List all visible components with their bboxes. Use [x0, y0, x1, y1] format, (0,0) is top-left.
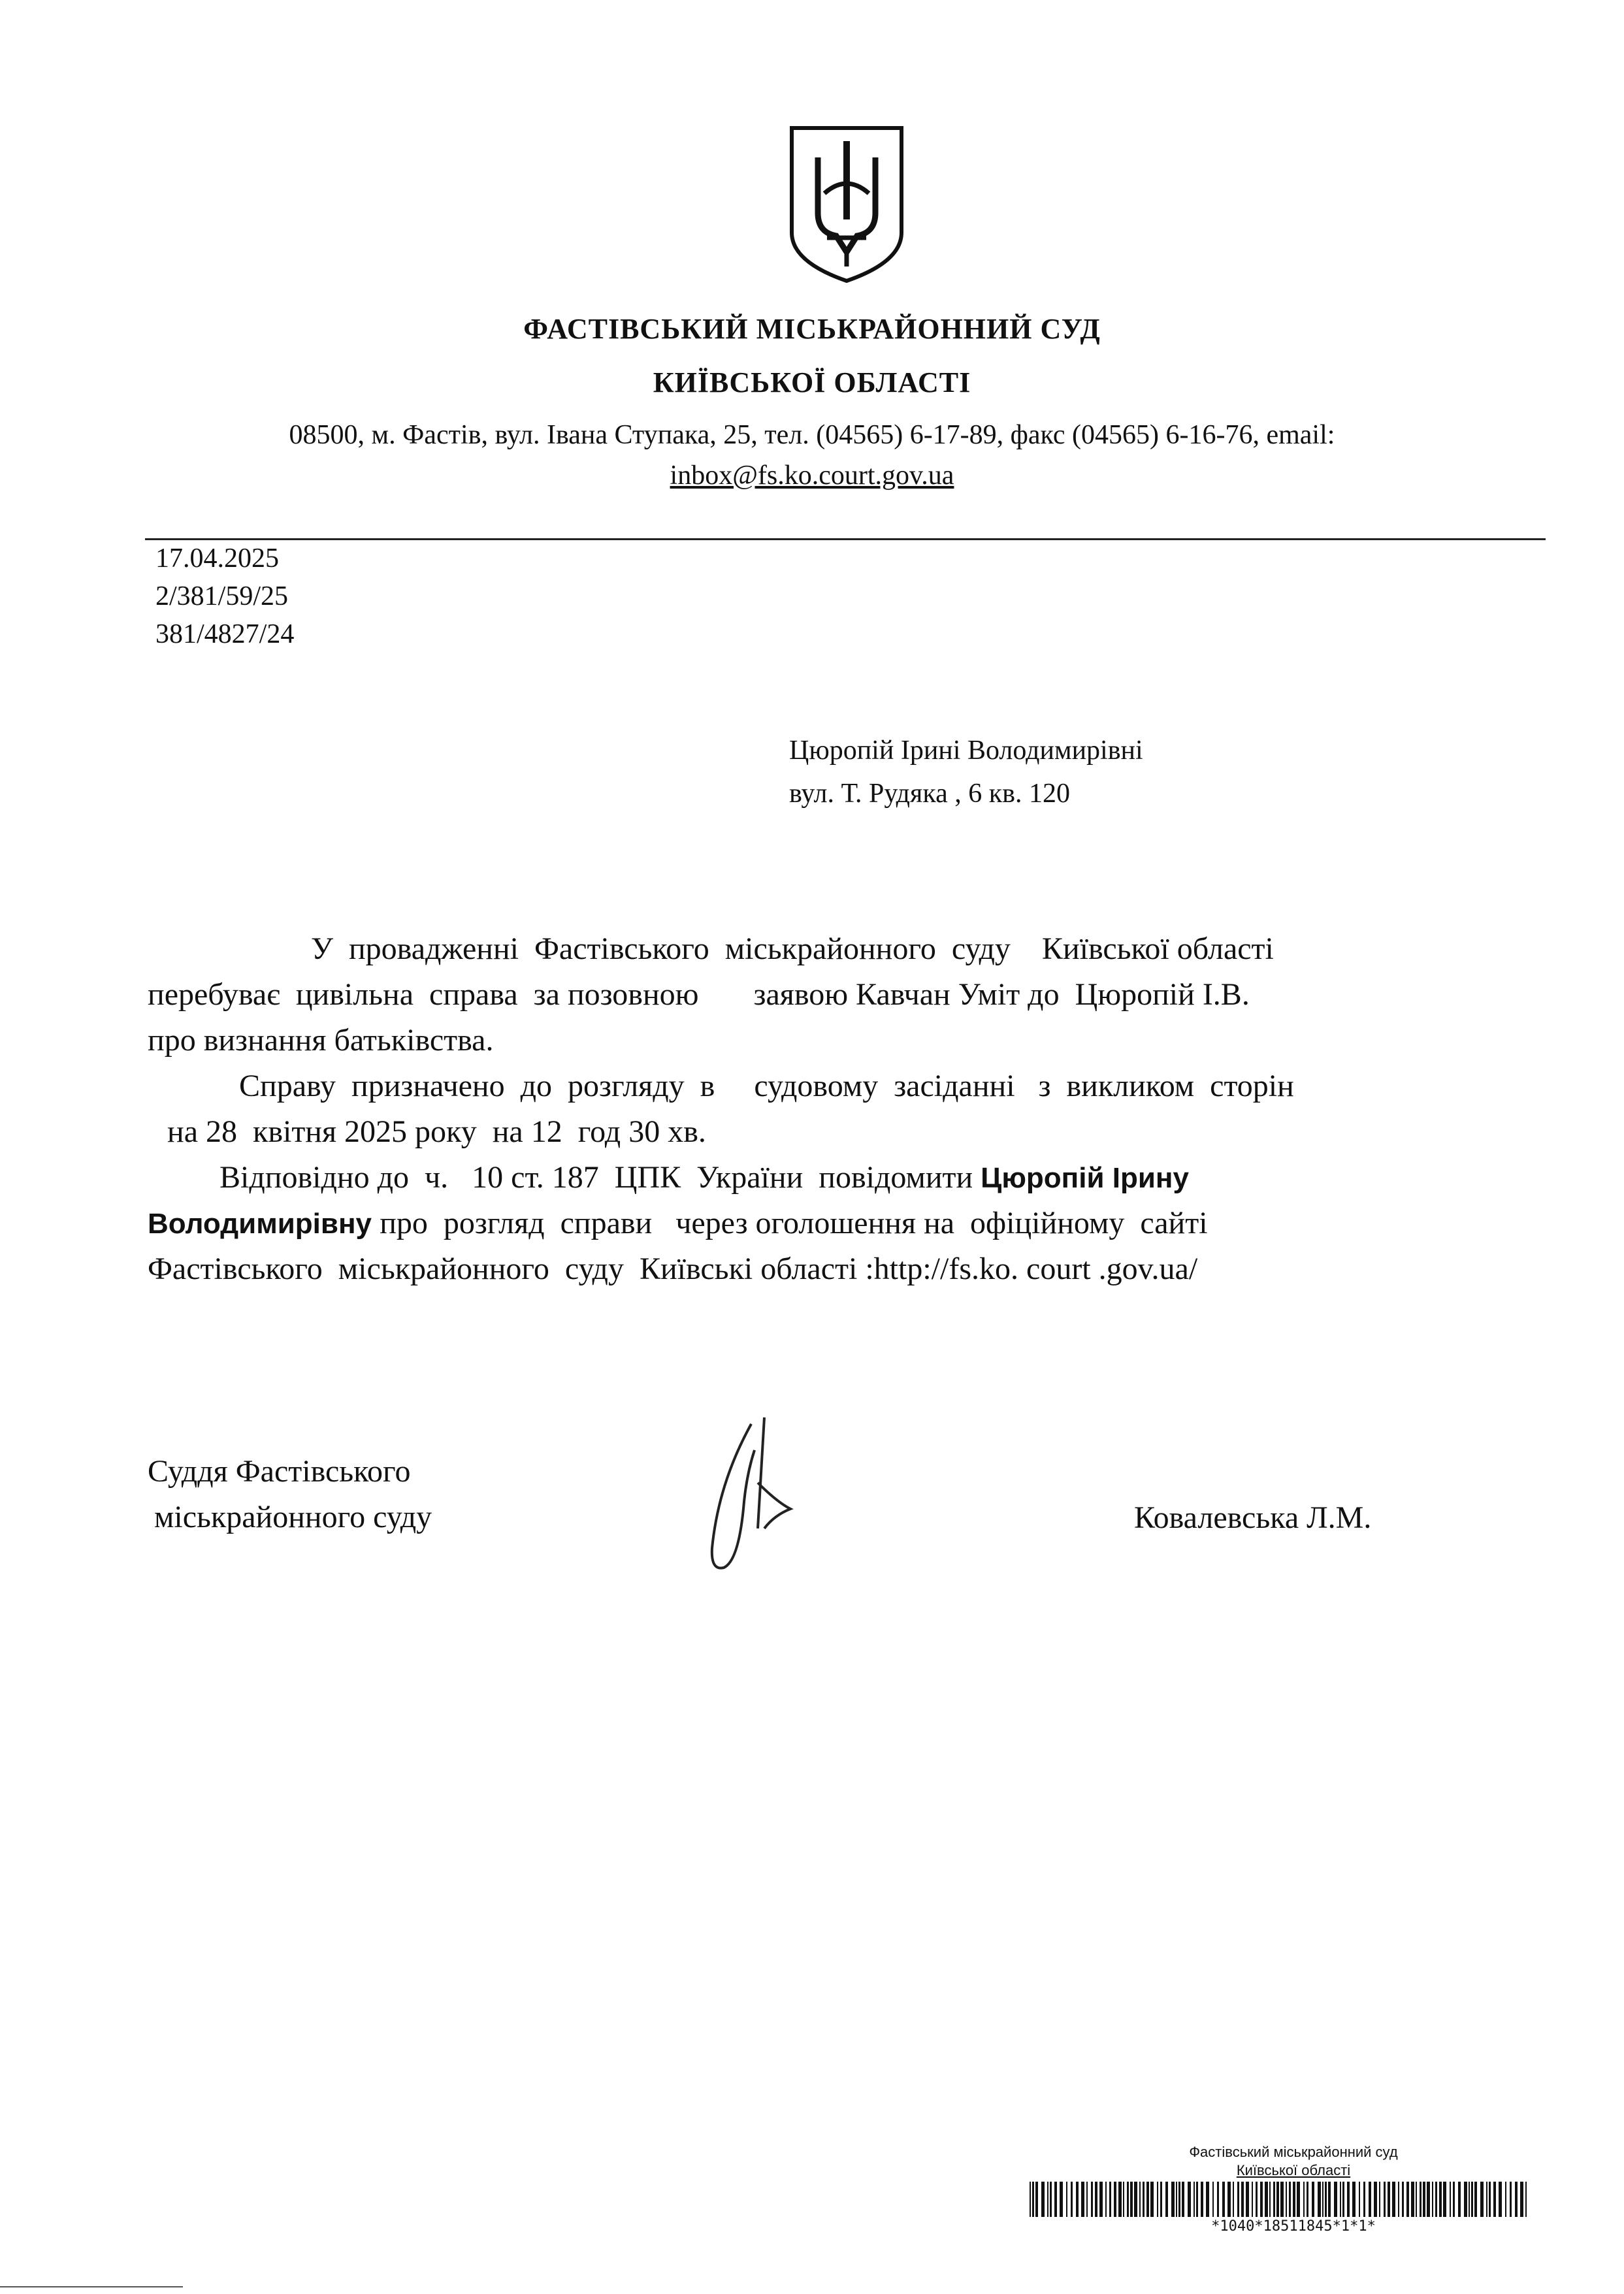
court-name-line1: ФАСТІВСЬКИЙ МІСЬКРАЙОННИЙ СУД [523, 313, 1101, 345]
case-number: 381/4827/24 [155, 619, 295, 649]
coat-of-arms-icon [784, 121, 909, 285]
body-p2-line1: Справу призначено до розгляду в судовому засіданні з викликом сторін [239, 1069, 1294, 1103]
recipient-block [789, 729, 1143, 815]
handwritten-signature [692, 1411, 810, 1587]
letter-date: 17.04.2025 [155, 543, 279, 574]
body-p3-line2 [148, 1201, 1546, 1246]
body-p3-line2-bold: Володимирівну [148, 1208, 380, 1240]
recipient-address: вул. Т. Рудяка , 6 кв. 120 [789, 779, 1071, 809]
contact-line: 08500, м. Фастів, вул. Івана Ступака, 25, тел. (04565) 6-17-89, факс (04565) 6-16-76, email: [289, 420, 1335, 450]
body-p3-line3: Фастівського міськрайонного суду Київські області :http://fs.ko. court .gov.ua/ [148, 1252, 1198, 1286]
body-p3-line1-text: Відповідно до ч. 10 ст. 187 ЦПК України повідомити [219, 1160, 981, 1195]
outgoing-number: 2/381/59/25 [155, 581, 289, 611]
judge-name: Ковалевська Л.М. [1134, 1500, 1372, 1535]
header-divider [145, 538, 1546, 540]
body-p3-line2-text: про розгляд справи через оголошення на офіційному сайті [380, 1206, 1208, 1240]
signature-position-line2: міськрайонного суду [154, 1500, 432, 1534]
stamp-line1: Фастівський міськрайонний суд [1189, 2144, 1398, 2160]
body-p1-line1: У провадженні Фастівського міськрайонного суду Київської області [311, 931, 1274, 966]
body-p2-line2: на 28 квітня 2025 року на 12 год 30 хв. [167, 1114, 706, 1149]
body-p3-line1-bold: Цюропій Ірину [981, 1162, 1189, 1194]
body-p1-line2: перебуває цивільна справа за позовною заявою Кавчан Уміт до Цюропій І.В. [148, 977, 1250, 1012]
court-name-line2: КИЇВСЬКОЇ ОБЛАСТІ [653, 366, 971, 398]
stamp-line2: Київської області [1236, 2162, 1351, 2178]
barcode-icon [1030, 2182, 1533, 2217]
body-p1-line3: про визнання батьківства. [148, 1023, 494, 1058]
recipient-name: Цюропій Ірині Володимирівні [789, 735, 1143, 766]
barcode-number: *1040*18511845*1*1* [1211, 2218, 1376, 2235]
signature-position [148, 1449, 432, 1540]
page-edge-mark [0, 2286, 183, 2287]
email-link[interactable]: inbox@fs.ko.court.gov.ua [670, 460, 954, 491]
letter-body [148, 926, 1546, 1292]
body-p3-line1 [148, 1155, 1546, 1201]
signature-position-line1: Суддя Фастівського [148, 1454, 411, 1489]
letter-meta [155, 540, 294, 653]
